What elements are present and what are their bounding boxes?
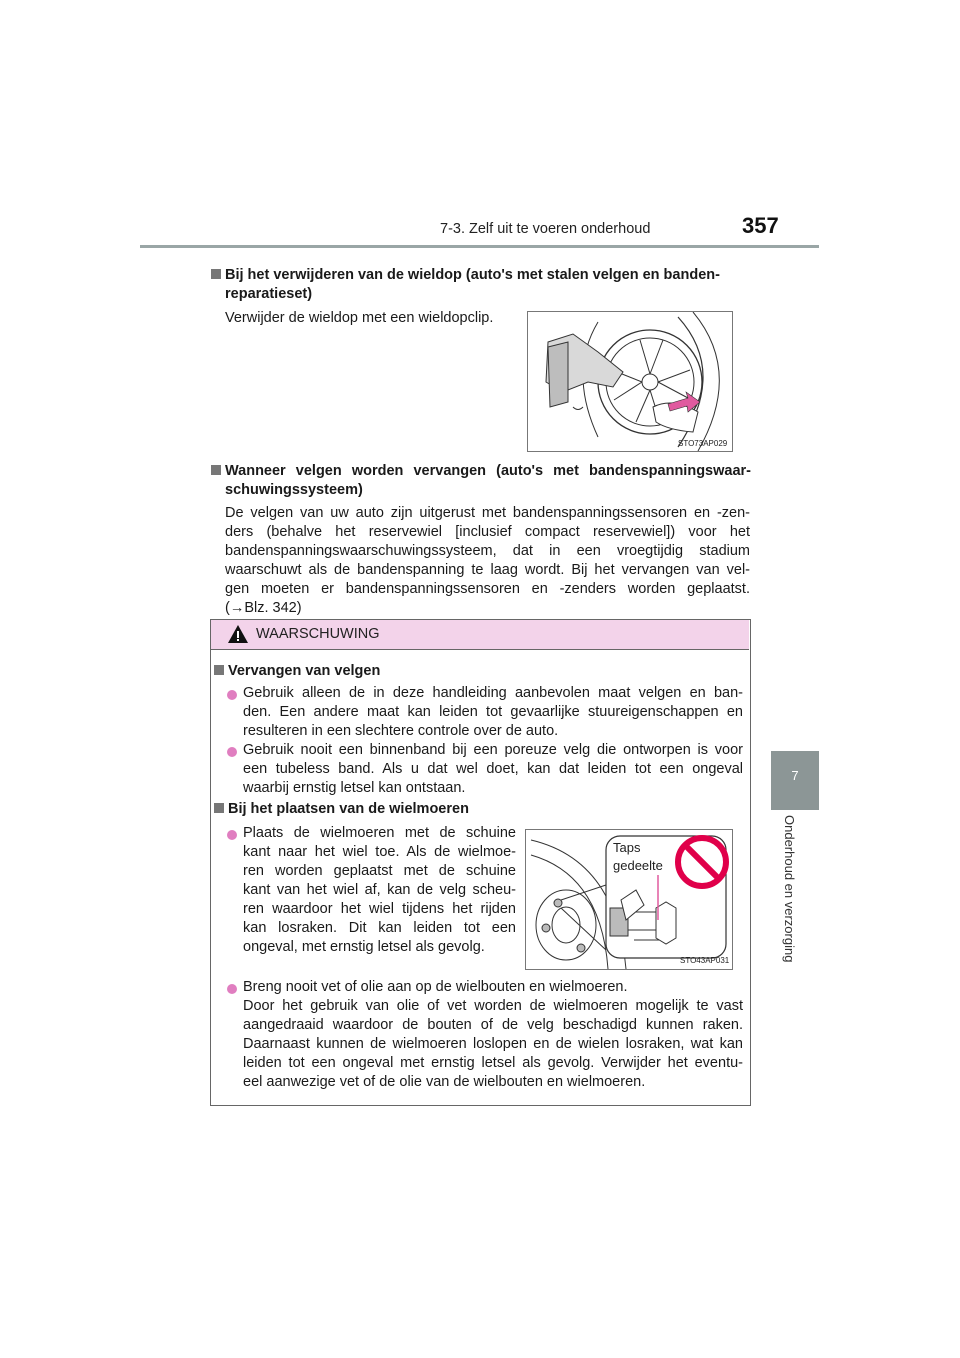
round-bullet-icon — [227, 690, 237, 700]
page-number: 357 — [742, 213, 779, 238]
figure-code: STO43AP031 — [680, 956, 730, 965]
section2-heading: Wanneer velgen worden vervangen (auto's met bandenspanningswaar- schuwingssysteem) — [211, 462, 751, 500]
wheel-nut-figure — [525, 829, 733, 970]
round-bullet-icon — [227, 747, 237, 757]
warning-sub1-bullet1: Gebruik alleen de in deze handleiding aanbevolen maat velgen en ban- den. Een andere maat kan leiden tot gevaarlijke stuureigenschappen en resulteren in een slechtere controle over de auto. — [243, 685, 743, 739]
warning-sub2-bullet2: Breng nooit vet of olie aan op de wielbouten en wielmoeren. Door het gebruik van olie of vet worden de wielmoeren mogelijk te vast aangedraaid waardoor de bouten of de velg beschadigd kunnen raken. Daarnaast kunnen de wielmoeren loslopen en de wielen losraken, wat kan leiden tot een ongeval met ernstig letsel als gevolg. Verwijder het eventu- eel aanwezige vet of de olie van de wielbouten en wielmoeren. — [243, 979, 743, 1090]
section1-body: Verwijder de wieldop met een wieldopclip. — [225, 310, 494, 326]
wheel-cap-removal-illustration — [528, 312, 732, 451]
square-bullet-icon — [211, 465, 221, 475]
warning-sub1-heading: Vervangen van velgen — [214, 662, 380, 681]
warning-sub2-bullet1: Plaats de wielmoeren met de schuine kant naar het wiel toe. Als de wielmoe- ren worden geplaatst met de schuine kant van het wiel af, kan de velg scheu- ren waardoor het wiel tijdens het rijden kan losraken. Dit kan leiden tot een ongeval, met ernstig letsel als gevolg. — [243, 825, 516, 955]
section2-body: De velgen van uw auto zijn uitgerust met bandenspanningssensoren en -zen- ders (behalve het reservewiel [inclusief compact reservewiel]) voor het bandenspanningswaarschuwingssysteem, dat in een vroegtijdig stadium waarschuwt als de bandenspanning te laag wordt. Bij het vervangen van vel- gen moeten er bandenspanningssensoren en -zenders worden geplaatst. (→Blz. 342) — [225, 505, 750, 616]
warning-title: WAARSCHUWING — [256, 626, 380, 642]
section1-heading: Bij het verwijderen van de wieldop (auto's met stalen velgen en banden- reparatieset) — [211, 266, 751, 304]
square-bullet-icon — [214, 665, 224, 675]
callout-label: Taps gedeelte — [613, 840, 663, 873]
square-bullet-icon — [214, 803, 224, 813]
chapter-title: Onderhoud en verzorging — [782, 815, 797, 963]
square-bullet-icon — [211, 269, 221, 279]
warning-sub1-bullet2: Gebruik nooit een binnenband bij een poreuze velg die ontworpen is voor een tubeless band. Als u dat wel doet, kan dat leiden tot een ongeval waarbij ernstig letsel kan ontstaan. — [243, 742, 743, 796]
warning-sub2-heading: Bij het plaatsen van de wielmoeren — [214, 800, 469, 819]
section-title: 7-3. Zelf uit te voeren onderhoud — [440, 221, 651, 237]
chapter-number: 7 — [791, 768, 799, 783]
warning-triangle-icon — [227, 624, 249, 644]
figure-code: STO73AP029 — [678, 439, 728, 448]
round-bullet-icon — [227, 984, 237, 994]
round-bullet-icon — [227, 830, 237, 840]
chapter-title-vertical — [782, 815, 810, 985]
header-divider — [140, 245, 819, 248]
wheel-cap-figure — [527, 311, 733, 452]
